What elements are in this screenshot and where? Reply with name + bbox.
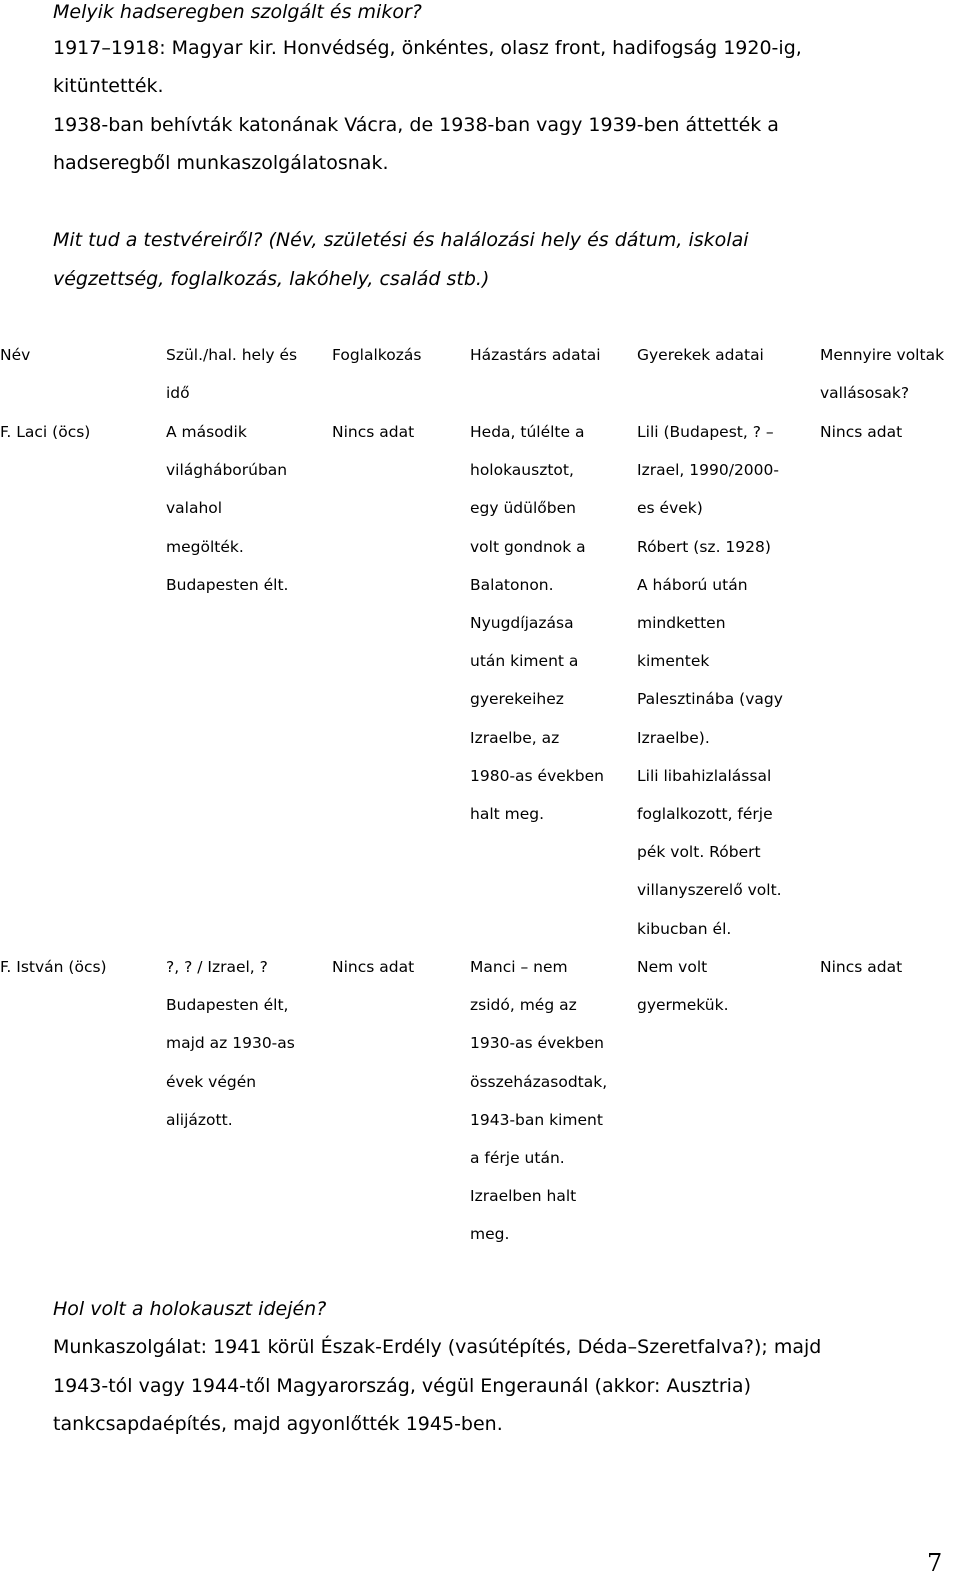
cell-spouse: Heda, túlélte a holokausztot, egy üdülőben volt gondnok a Balatonon. Nyugdíjazása után kiment a gyerekeihez Izraelbe, az 1980-as években halt meg. [470, 423, 604, 824]
answer-line: kitüntették. [53, 75, 164, 97]
page-number: 7 [927, 1549, 943, 1577]
header-children: Gyerekek adatai [637, 346, 764, 364]
question-siblings-continued: végzettség, foglalkozás, lakóhely, család stb.) [53, 268, 490, 290]
cell-religiosity: Nincs adat [820, 958, 903, 976]
cell-children: Lili (Budapest, ? – Izrael, 1990/2000- es évek) Róbert (sz. 1928) A háború után mindketten kimentek Palesztinába (vagy Izraelbe). Lili libahizlalással foglalkozott, férje pék volt. Róbert villanyszerelő volt. kibucban él. [637, 423, 783, 938]
answer-line: Munkaszolgálat: 1941 körül Észak-Erdély (vasútépítés, Déda–Szeretfalva?); majd [53, 1336, 822, 1358]
question-holocaust: Hol volt a holokauszt idején? [53, 1298, 327, 1320]
question-siblings: Mit tud a testvéreiről? (Név, születési és halálozási hely és dátum, iskolai [53, 229, 749, 251]
cell-birth-death: ?, ? / Izrael, ? Budapesten élt, majd az 1930-as évek végén alijázott. [166, 958, 295, 1129]
header-occupation: Foglalkozás [332, 346, 422, 364]
cell-religiosity: Nincs adat [820, 423, 903, 441]
answer-line: tankcsapdaépítés, majd agyonlőtték 1945-ben. [53, 1413, 503, 1435]
header-name: Név [0, 346, 31, 364]
answer-line: 1943-tól vagy 1944-től Magyarország, végül Engeraunál (akkor: Ausztria) [53, 1375, 751, 1397]
answer-line: 1938-ban behívták katonának Vácra, de 1938-ban vagy 1939-ben áttették a [53, 114, 779, 136]
header-religiosity: Mennyire voltak vallásosak? [820, 346, 945, 403]
cell-children: Nem volt gyermekük. [637, 958, 729, 1015]
cell-occupation: Nincs adat [332, 423, 415, 441]
header-spouse: Házastárs adatai [470, 346, 601, 364]
cell-name: F. Laci (öcs) [0, 423, 91, 441]
cell-birth-death: A második világháborúban valahol megölték. Budapesten élt. [166, 423, 289, 594]
answer-line: 1917–1918: Magyar kir. Honvédség, önkéntes, olasz front, hadifogság 1920-ig, [53, 37, 802, 59]
cell-occupation: Nincs adat [332, 958, 415, 976]
question-army-service: Melyik hadseregben szolgált és mikor? [53, 1, 422, 23]
answer-line: hadseregből munkaszolgálatosnak. [53, 152, 389, 174]
header-birth-death: Szül./hal. hely és idő [166, 346, 298, 403]
cell-name: F. István (öcs) [0, 958, 107, 976]
cell-spouse: Manci – nem zsidó, még az 1930-as években összeházasodtak, 1943-ban kiment a férje után. Izraelben halt meg. [470, 958, 608, 1244]
